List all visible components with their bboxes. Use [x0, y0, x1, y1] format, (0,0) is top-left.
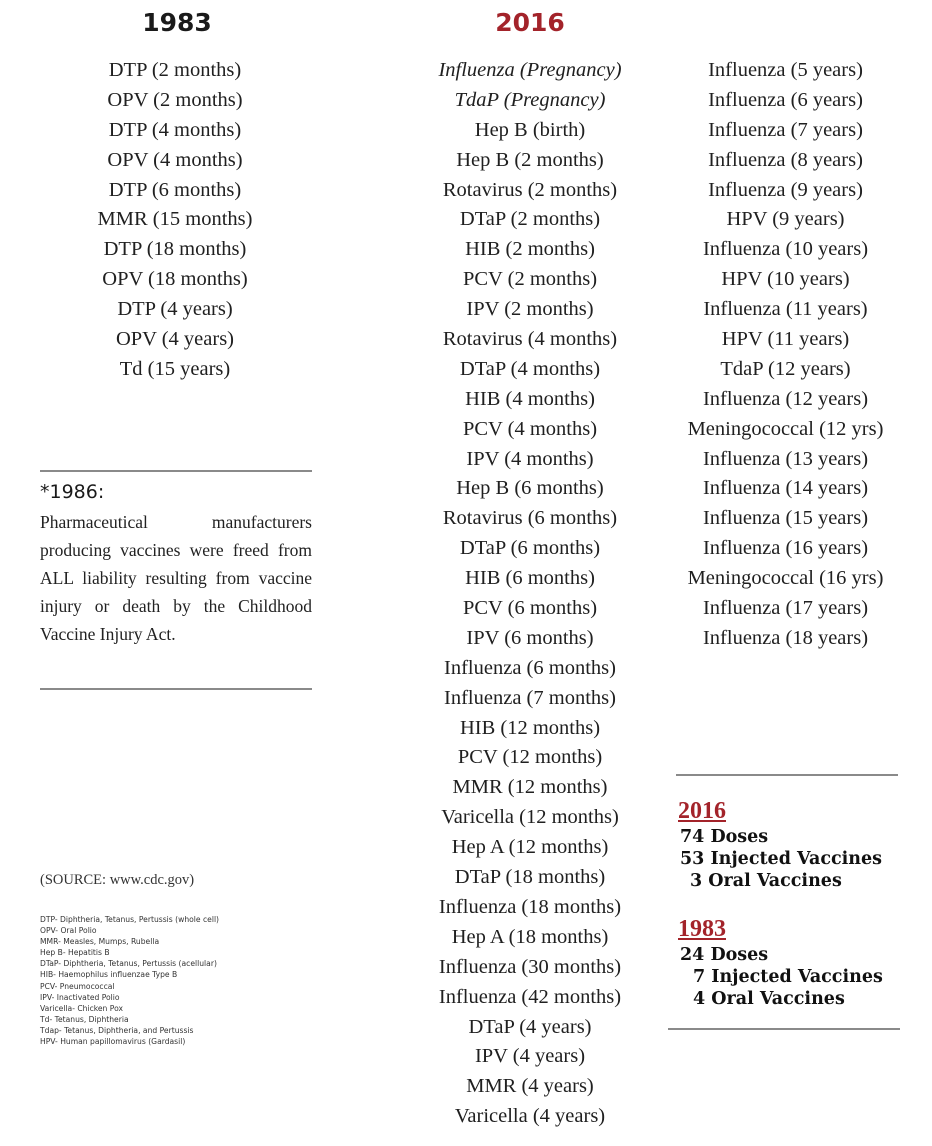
- schedule-item: Influenza (18 months): [438, 895, 622, 918]
- schedule-item: PCV (12 months): [457, 746, 603, 769]
- schedule-item: DTP (4 years): [117, 298, 233, 321]
- divider: [676, 774, 898, 776]
- schedule-2016-list-1: [405, 56, 655, 1132]
- schedule-item: PCV (4 months): [462, 417, 598, 440]
- schedule-item: MMR (4 years): [466, 1075, 594, 1098]
- summary-1983-injected: 7 Injected Vaccines: [693, 967, 883, 987]
- schedule-item: Influenza (6 months): [444, 656, 616, 679]
- schedule-item: PCV (6 months): [462, 597, 598, 620]
- schedule-item: Influenza (11 years): [703, 298, 868, 321]
- summary-2016-year: 2016: [678, 798, 726, 824]
- schedule-item: DTaP (4 years): [468, 1015, 592, 1038]
- schedule-item: MMR (15 months): [97, 208, 253, 231]
- divider: [668, 1028, 900, 1030]
- schedule-item: Meningococcal (16 yrs): [687, 567, 884, 590]
- schedule-1983-list: [60, 56, 290, 385]
- schedule-item: Hep B (birth): [474, 118, 586, 141]
- summary-2016-doses: 74 Doses: [680, 827, 769, 847]
- schedule-item: HIB (2 months): [465, 238, 595, 261]
- schedule-item: Hep A (12 months): [451, 836, 609, 859]
- legend-item: Hep B- Hepatitis B: [40, 948, 110, 958]
- schedule-item: IPV (4 months): [466, 447, 594, 470]
- legend-item: Varicella- Chicken Pox: [40, 1003, 124, 1013]
- schedule-item: Hep B (6 months): [456, 477, 604, 500]
- source-citation: (SOURCE: www.cdc.gov): [40, 872, 195, 888]
- summary-1983-year: 1983: [678, 916, 726, 942]
- legend-item: Td- Tetanus, Diphtheria: [40, 1014, 129, 1024]
- summary-1983-doses: 24 Doses: [680, 945, 769, 965]
- schedule-item: Rotavirus (4 months): [442, 328, 618, 351]
- schedule-item: Influenza (30 months): [438, 955, 622, 978]
- schedule-item: Rotavirus (6 months): [442, 507, 618, 530]
- schedule-item: DTP (2 months): [108, 59, 242, 81]
- schedule-item: Influenza (15 years): [702, 507, 869, 530]
- summary-2016-oral: 3 Oral Vaccines: [690, 871, 842, 891]
- schedule-item: Influenza (7 months): [444, 686, 616, 709]
- schedule-item: Influenza (42 months): [438, 985, 622, 1008]
- schedule-item: OPV (4 months): [107, 148, 243, 171]
- schedule-item: HIB (4 months): [465, 387, 595, 410]
- schedule-item: Influenza (12 years): [702, 387, 869, 410]
- schedule-item: Influenza (5 years): [708, 59, 863, 81]
- schedule-item: HPV (10 years): [721, 268, 850, 291]
- schedule-item: IPV (2 months): [466, 298, 594, 321]
- schedule-item: Influenza (10 years): [702, 238, 869, 261]
- schedule-item: DTaP (4 months): [459, 357, 601, 380]
- divider: [40, 470, 312, 472]
- schedule-item: HIB (6 months): [465, 567, 595, 590]
- schedule-item: OPV (18 months): [102, 268, 248, 291]
- schedule-item: IPV (4 years): [474, 1045, 586, 1068]
- schedule-item: HPV (9 years): [726, 208, 845, 231]
- schedule-item: Rotavirus (2 months): [442, 178, 618, 201]
- legend-item: MMR- Measles, Mumps, Rubella: [40, 937, 160, 947]
- schedule-2016-list-2: [663, 56, 908, 654]
- heading-2016: 2016: [495, 8, 565, 37]
- schedule-item: DTP (6 months): [108, 178, 242, 201]
- schedule-item: TdaP (12 years): [720, 357, 851, 380]
- schedule-item: Influenza (18 years): [702, 626, 869, 649]
- schedule-item: Influenza (9 years): [708, 178, 863, 201]
- schedule-item: Influenza (16 years): [702, 537, 869, 560]
- note-body: Pharmaceutical manufacturers producing vaccines were freed from ALL liability resulting from vaccine injury or death by the Childhood Vaccine Injury Act.: [40, 512, 312, 644]
- legend-item: Tdap- Tetanus, Diphtheria, and Pertussis: [40, 1025, 194, 1035]
- schedule-item: Varicella (12 months): [441, 806, 619, 829]
- schedule-item: DTaP (18 months): [454, 866, 606, 889]
- legend-item: PCV- Pneumococcal: [40, 981, 115, 991]
- schedule-item: Influenza (7 years): [708, 118, 863, 141]
- schedule-item: IPV (6 months): [466, 626, 594, 649]
- schedule-item: Influenza (Pregnancy): [438, 59, 622, 81]
- schedule-item: OPV (2 months): [107, 88, 243, 111]
- schedule-item: DTP (4 months): [108, 118, 242, 141]
- legend-item: DTaP- Diphtheria, Tetanus, Pertussis (acellular): [40, 959, 217, 969]
- summary-1983-oral: 4 Oral Vaccines: [693, 989, 845, 1009]
- legend-item: OPV- Oral Polio: [40, 926, 97, 936]
- schedule-item: DTaP (6 months): [459, 537, 601, 560]
- legend-item: HIB- Haemophilus influenzae Type B: [40, 970, 178, 980]
- heading-1983: 1983: [142, 8, 212, 37]
- schedule-item: Hep B (2 months): [456, 148, 604, 171]
- schedule-item: Hep A (18 months): [451, 925, 609, 948]
- schedule-item: Influenza (14 years): [702, 477, 869, 500]
- schedule-item: PCV (2 months): [462, 268, 598, 291]
- divider: [40, 688, 312, 690]
- legend-item: HPV- Human papillomavirus (Gardasil): [40, 1037, 186, 1047]
- schedule-item: Meningococcal (12 yrs): [687, 417, 884, 440]
- schedule-item: DTP (18 months): [103, 238, 247, 261]
- summary-2016-injected: 53 Injected Vaccines: [680, 849, 883, 869]
- schedule-item: HIB (12 months): [459, 716, 601, 739]
- schedule-item: TdaP (Pregnancy): [454, 88, 606, 111]
- schedule-item: Varicella (4 years): [454, 1105, 606, 1128]
- note-title: *1986:: [40, 481, 105, 503]
- schedule-item: HPV (11 years): [721, 328, 850, 351]
- schedule-item: MMR (12 months): [452, 776, 608, 799]
- schedule-item: DTaP (2 months): [459, 208, 601, 231]
- schedule-item: Influenza (6 years): [708, 88, 863, 111]
- schedule-item: Influenza (17 years): [702, 597, 869, 620]
- schedule-item: Influenza (13 years): [702, 447, 869, 470]
- schedule-item: OPV (4 years): [115, 328, 235, 351]
- schedule-item: Td (15 years): [119, 357, 231, 380]
- schedule-item: Influenza (8 years): [708, 148, 863, 171]
- legend-item: IPV- Inactivated Polio: [40, 992, 120, 1002]
- abbreviation-legend: [40, 914, 219, 1047]
- legend-item: DTP- Diphtheria, Tetanus, Pertussis (whole cell): [40, 915, 220, 924]
